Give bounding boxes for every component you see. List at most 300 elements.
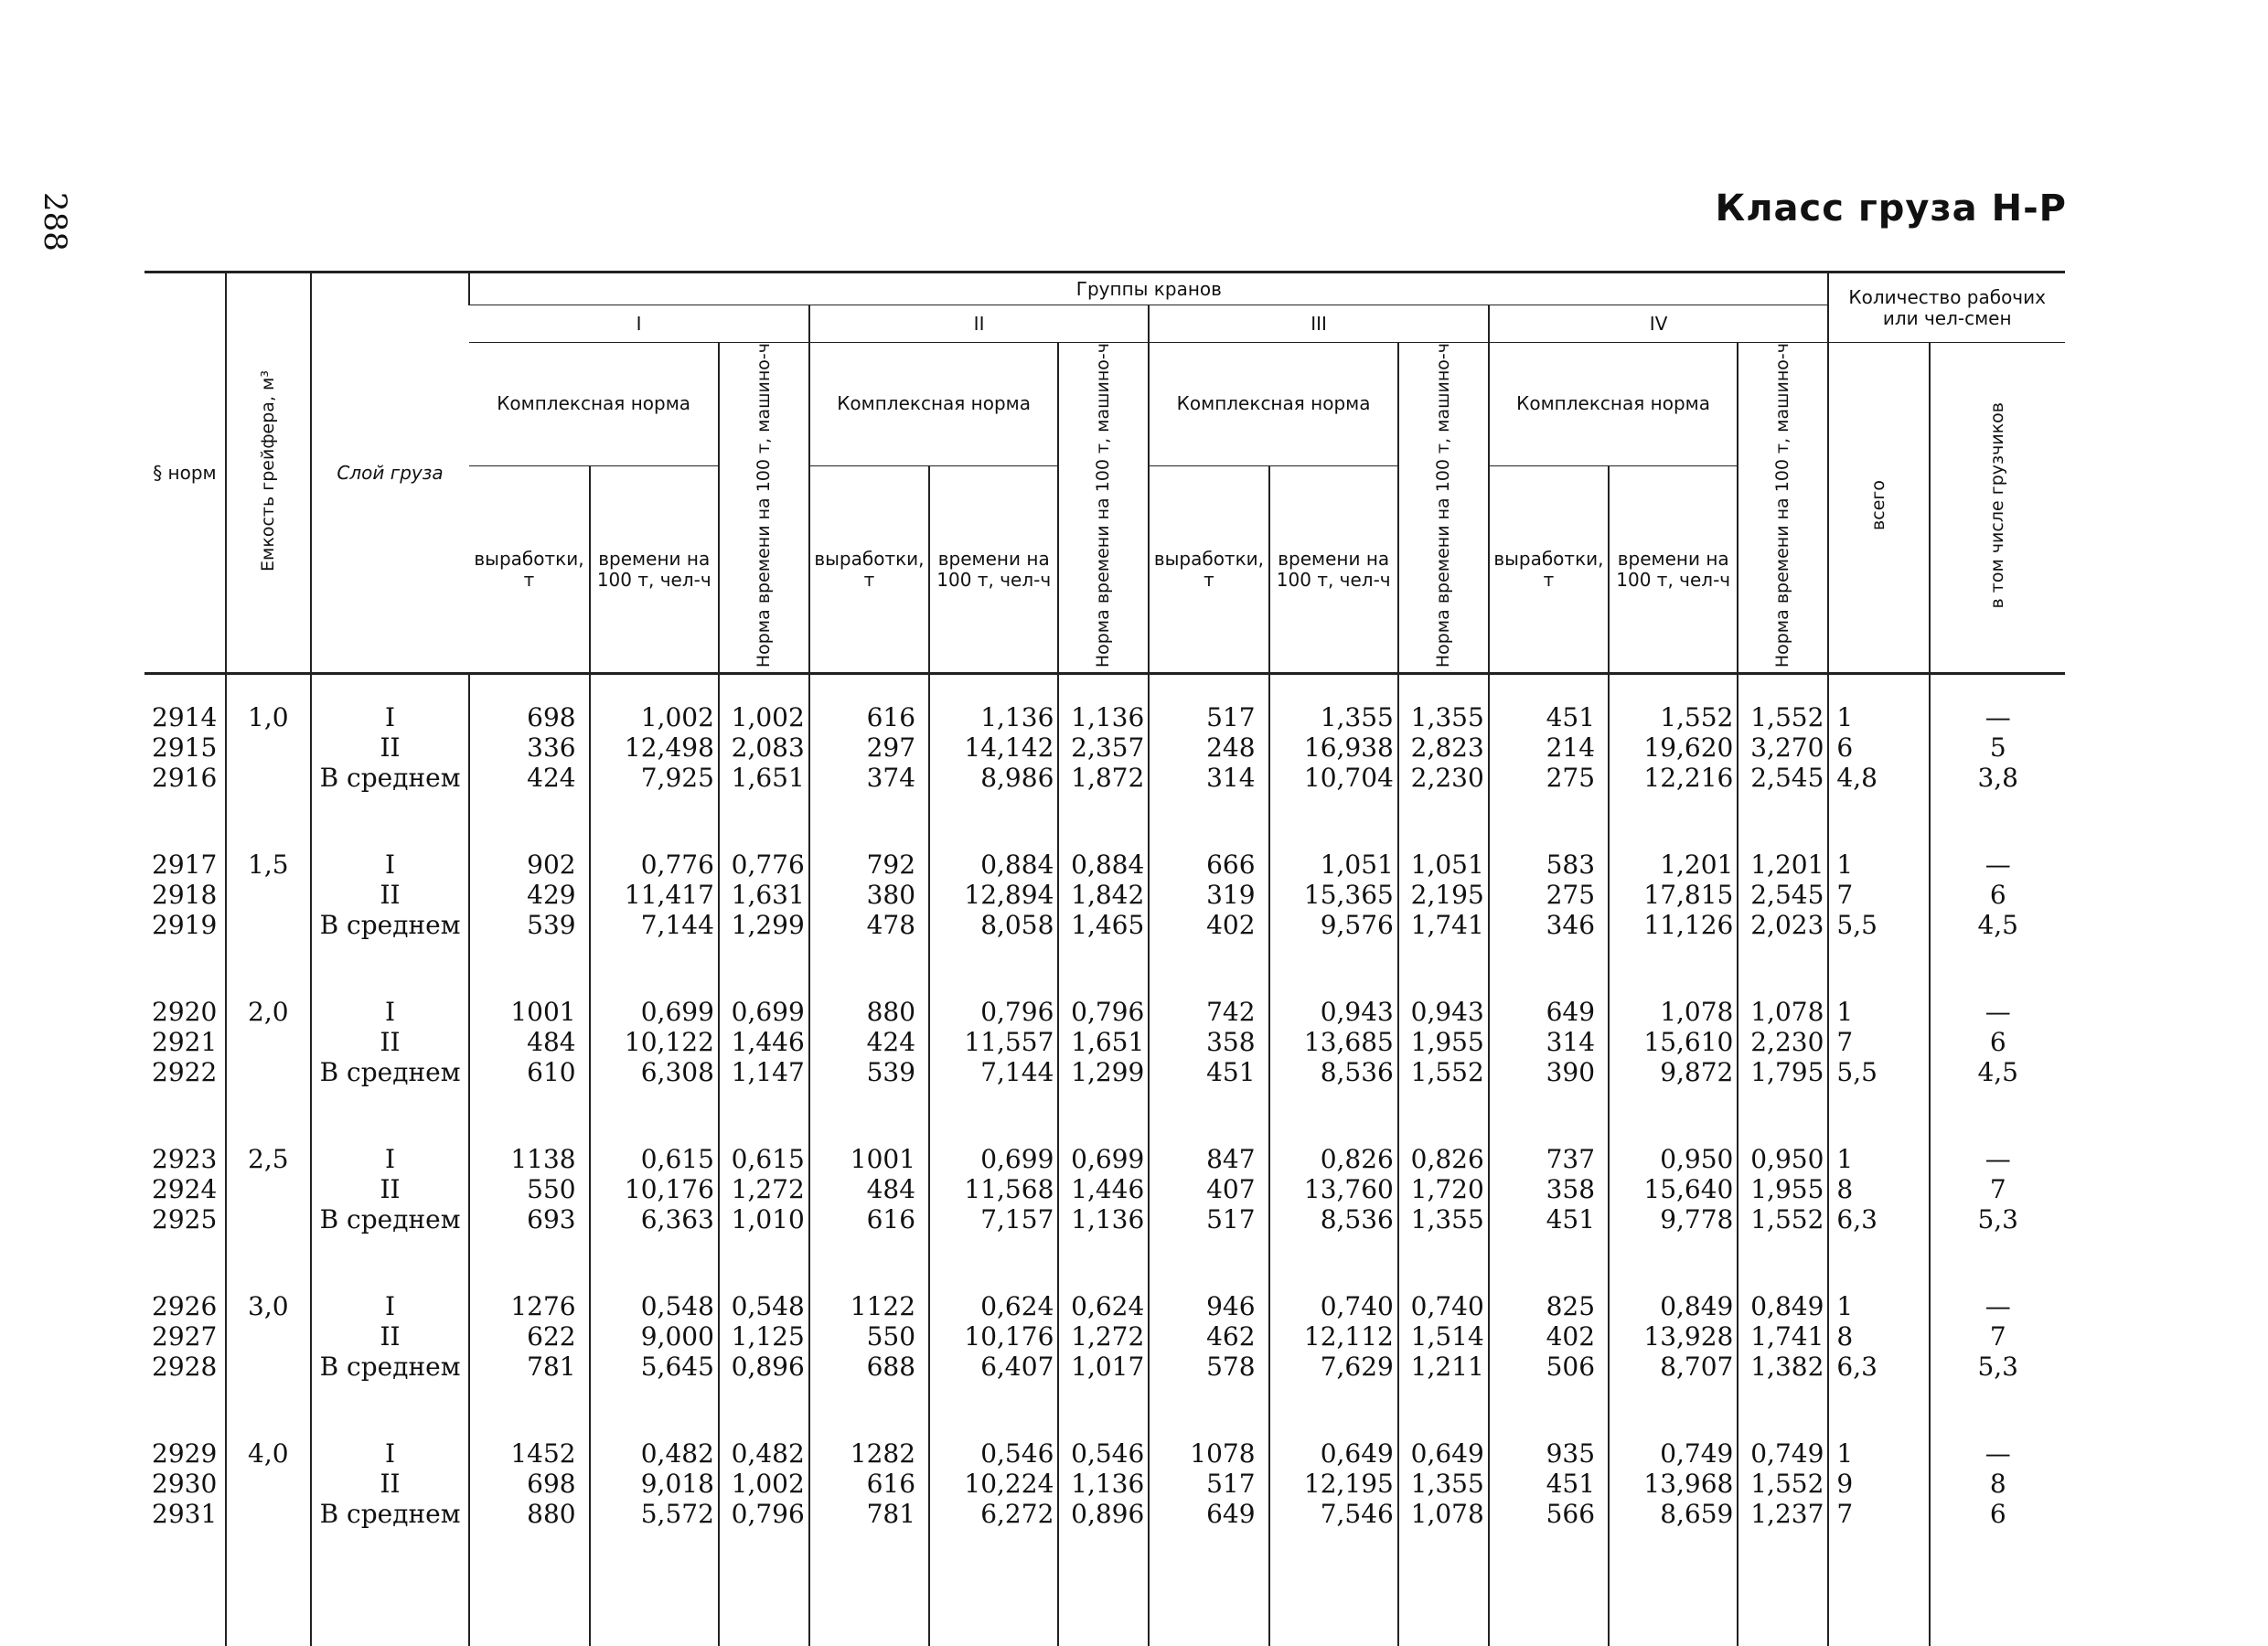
value: 1,955: [1410, 1027, 1484, 1058]
value: 1,446: [1071, 1174, 1145, 1205]
value: 358: [1206, 1027, 1256, 1058]
value: 1,552: [1410, 1057, 1484, 1088]
empty-cell: [1828, 1555, 1930, 1646]
grab-capacity: 2,0: [248, 997, 289, 1028]
value: 17,815: [1643, 880, 1734, 911]
value: 402: [1206, 910, 1256, 941]
value: 666: [1206, 850, 1256, 881]
value-cell: [809, 1407, 929, 1555]
value-cell: [590, 1407, 719, 1555]
value-cell: [469, 674, 589, 819]
header-complex-4: Комплексная норма: [1489, 343, 1738, 466]
workers-total: 5,5: [1836, 910, 1878, 941]
norm-number-cell: [144, 1260, 226, 1407]
value: 0,796: [980, 997, 1054, 1028]
value: 2,083: [731, 732, 805, 764]
empty-cell: [929, 1555, 1058, 1646]
value: 0,699: [980, 1144, 1054, 1175]
value: 314: [1546, 1027, 1596, 1058]
value: 1,514: [1410, 1321, 1484, 1352]
norm-number: 2920: [152, 997, 218, 1028]
value: 688: [866, 1352, 916, 1383]
value-cell: [590, 674, 719, 819]
value-cell: [1609, 818, 1738, 966]
header-group-3: III: [1149, 305, 1488, 343]
value: 424: [866, 1027, 916, 1058]
cargo-layer: В среднем: [319, 910, 461, 941]
workers-total: 7: [1836, 880, 1854, 911]
value: 314: [1206, 763, 1256, 794]
value: 2,545: [1750, 763, 1824, 794]
value-cell: [809, 674, 929, 819]
value-cell: [809, 1260, 929, 1407]
header-group-4: IV: [1489, 305, 1829, 343]
value-cell: [1149, 966, 1268, 1113]
value: 0,776: [731, 850, 805, 881]
value: 1,355: [1410, 702, 1484, 733]
value: 358: [1546, 1174, 1596, 1205]
empty-cell: [1930, 1555, 2065, 1646]
cargo-layer: II: [380, 880, 401, 911]
header-machine-2: Норма времени на 100 т, машино-ч: [1058, 343, 1149, 674]
value: 550: [527, 1174, 576, 1205]
value: 1,552: [1750, 702, 1824, 733]
value: 0,943: [1410, 997, 1484, 1028]
empty-cell: [719, 1555, 809, 1646]
norm-number-cell: [144, 1113, 226, 1260]
norm-number: 2923: [152, 1144, 218, 1175]
cargo-layer-cell: [311, 674, 470, 819]
workers-loaders-cell: [1930, 1260, 2065, 1407]
value: 390: [1546, 1057, 1596, 1088]
value: 0,776: [640, 850, 714, 881]
value: 0,699: [1071, 1144, 1145, 1175]
grab-capacity: 1,5: [248, 850, 289, 881]
table-body: [144, 674, 2065, 1646]
value: 16,938: [1303, 732, 1394, 764]
value: 0,699: [731, 997, 805, 1028]
value: 1,002: [731, 1469, 805, 1500]
value-cell: [1738, 1113, 1828, 1260]
value: 0,796: [1071, 997, 1145, 1028]
value-cell: [1738, 818, 1828, 966]
header-crane-groups: Группы кранов: [469, 273, 1828, 305]
norm-number: 2921: [152, 1027, 218, 1058]
value: 539: [527, 910, 576, 941]
value-cell: [1609, 966, 1738, 1113]
value: 1,720: [1410, 1174, 1484, 1205]
value-cell: [929, 674, 1058, 819]
value: 1,842: [1071, 880, 1145, 911]
value: 6,308: [640, 1057, 714, 1088]
value: 0,546: [1071, 1438, 1145, 1470]
value: 275: [1546, 880, 1596, 911]
value-cell: [1149, 1113, 1268, 1260]
value: 880: [866, 997, 916, 1028]
value: 0,615: [640, 1144, 714, 1175]
value: 0,740: [1410, 1291, 1484, 1322]
value: 737: [1546, 1144, 1596, 1175]
cargo-layer: В среднем: [319, 1204, 461, 1235]
header-time-2: времени на 100 т, чел-ч: [929, 465, 1058, 673]
norm-number-cell: [144, 818, 226, 966]
value-cell: [1398, 674, 1489, 819]
value: 11,417: [624, 880, 714, 911]
workers-total: 1: [1836, 1291, 1854, 1322]
norm-number-cell: [144, 1407, 226, 1555]
value: 10,122: [624, 1027, 714, 1058]
cargo-layer: II: [380, 1321, 401, 1352]
value: 3,270: [1750, 732, 1824, 764]
value: 1,136: [1071, 1204, 1145, 1235]
value-cell: [1738, 966, 1828, 1113]
value-cell: [1609, 674, 1738, 819]
norm-number: 2924: [152, 1174, 218, 1205]
norm-number: 2926: [152, 1291, 218, 1322]
value: 1,872: [1071, 763, 1145, 794]
value-cell: [469, 1407, 589, 1555]
value: 2,230: [1410, 763, 1484, 794]
value: 847: [1206, 1144, 1256, 1175]
cargo-layer: II: [380, 1027, 401, 1058]
cargo-layer: В среднем: [319, 763, 461, 794]
workers-total: 1: [1836, 997, 1854, 1028]
value-cell: [469, 1113, 589, 1260]
header-workers-loaders: в том числе грузчиков: [1930, 343, 2065, 674]
workers-total: 8: [1836, 1174, 1854, 1205]
value-cell: [1609, 1113, 1738, 1260]
value-cell: [1398, 1260, 1489, 1407]
value: 9,576: [1320, 910, 1394, 941]
value: 825: [1546, 1291, 1596, 1322]
cargo-layer-cell: [311, 1113, 470, 1260]
workers-loaders: —: [1984, 997, 2011, 1028]
value-cell: [1149, 1407, 1268, 1555]
table-row: [144, 1260, 2065, 1407]
value: 649: [1546, 997, 1596, 1028]
value: 1,147: [731, 1057, 805, 1088]
value: 1,631: [731, 880, 805, 911]
value: 1,355: [1410, 1204, 1484, 1235]
value: 7,144: [640, 910, 714, 941]
empty-cell: [809, 1555, 929, 1646]
value: 297: [866, 732, 916, 764]
cargo-layer: В среднем: [319, 1352, 461, 1383]
grab-capacity-cell: [226, 674, 311, 819]
value: 1282: [850, 1438, 916, 1470]
value: 1,741: [1410, 910, 1484, 941]
workers-loaders: —: [1984, 1291, 2011, 1322]
value: 0,884: [1071, 850, 1145, 881]
value-cell: [719, 818, 809, 966]
workers-total-cell: [1828, 674, 1930, 819]
value: 0,615: [731, 1144, 805, 1175]
value-cell: [719, 966, 809, 1113]
value: 781: [866, 1499, 916, 1530]
value: 566: [1546, 1499, 1596, 1530]
value: 13,968: [1643, 1469, 1734, 1500]
value: 1,741: [1750, 1321, 1824, 1352]
value: 0,649: [1320, 1438, 1394, 1470]
value-cell: [1489, 818, 1609, 966]
value: 539: [866, 1057, 916, 1088]
header-time-1: времени на 100 т, чел-ч: [590, 465, 719, 673]
value: 214: [1546, 732, 1596, 764]
value: 880: [527, 1499, 576, 1530]
value: 0,950: [1750, 1144, 1824, 1175]
workers-loaders: 6: [1989, 1499, 2006, 1530]
header-workers-total: всего: [1828, 343, 1930, 674]
grab-capacity: 2,5: [248, 1144, 289, 1175]
value: 1452: [510, 1438, 576, 1470]
value-cell: [469, 818, 589, 966]
value: 13,685: [1303, 1027, 1394, 1058]
workers-loaders-cell: [1930, 818, 2065, 966]
value-cell: [1398, 818, 1489, 966]
value: 8,536: [1320, 1204, 1394, 1235]
cargo-layer: I: [384, 702, 396, 733]
value: 698: [527, 1469, 576, 1500]
value: 7,629: [1320, 1352, 1394, 1383]
table-row: [144, 818, 2065, 966]
value: 1,272: [731, 1174, 805, 1205]
workers-total: 8: [1836, 1321, 1854, 1352]
value: 0,740: [1320, 1291, 1394, 1322]
value: 248: [1206, 732, 1256, 764]
value-cell: [719, 1113, 809, 1260]
value: 693: [527, 1204, 576, 1235]
value: 0,896: [731, 1352, 805, 1383]
value-cell: [590, 818, 719, 966]
value-cell: [469, 1260, 589, 1407]
value: 0,849: [1750, 1291, 1824, 1322]
cargo-layer-cell: [311, 1407, 470, 1555]
workers-total-cell: [1828, 1407, 1930, 1555]
value: 2,823: [1410, 732, 1484, 764]
value: 11,557: [964, 1027, 1054, 1058]
value: 429: [527, 880, 576, 911]
workers-loaders: —: [1984, 1438, 2011, 1470]
norm-number-cell: [144, 966, 226, 1113]
value: 484: [527, 1027, 576, 1058]
workers-total: 6,3: [1836, 1204, 1878, 1235]
empty-cell: [226, 1555, 311, 1646]
norm-number: 2919: [152, 910, 218, 941]
value: 462: [1206, 1321, 1256, 1352]
value: 792: [866, 850, 916, 881]
norm-number: 2922: [152, 1057, 218, 1088]
value: 578: [1206, 1352, 1256, 1383]
value: 0,849: [1660, 1291, 1734, 1322]
value-cell: [1398, 966, 1489, 1113]
empty-cell: [1489, 1555, 1609, 1646]
value-cell: [1489, 966, 1609, 1113]
workers-loaders: 4,5: [1977, 1057, 2018, 1088]
value: 0,482: [731, 1438, 805, 1470]
grab-capacity-cell: [226, 966, 311, 1113]
value-cell: [809, 1113, 929, 1260]
value: 6,363: [640, 1204, 714, 1235]
workers-loaders-cell: [1930, 1113, 2065, 1260]
header-output-3: выработки, т: [1149, 465, 1268, 673]
cargo-layer: В среднем: [319, 1499, 461, 1530]
empty-cell: [590, 1555, 719, 1646]
value: 9,000: [640, 1321, 714, 1352]
value: 407: [1206, 1174, 1256, 1205]
value: 583: [1546, 850, 1596, 881]
value: 0,950: [1660, 1144, 1734, 1175]
value-cell: [1058, 674, 1149, 819]
value: 616: [866, 702, 916, 733]
value: 946: [1206, 1291, 1256, 1322]
value: 0,624: [980, 1291, 1054, 1322]
value-cell: [809, 818, 929, 966]
value: 902: [527, 850, 576, 881]
value: 2,357: [1071, 732, 1145, 764]
empty-cell: [469, 1555, 589, 1646]
value-cell: [1269, 1113, 1398, 1260]
value: 1,002: [731, 702, 805, 733]
table-row: [144, 1407, 2065, 1555]
grab-capacity-cell: [226, 1113, 311, 1260]
norm-number-cell: [144, 674, 226, 819]
value: 5,645: [640, 1352, 714, 1383]
workers-total-cell: [1828, 818, 1930, 966]
value: 5,572: [640, 1499, 714, 1530]
value: 1,136: [1071, 1469, 1145, 1500]
workers-total-cell: [1828, 966, 1930, 1113]
norm-number: 2918: [152, 880, 218, 911]
value-cell: [1058, 818, 1149, 966]
value-cell: [1058, 1407, 1149, 1555]
value: 10,704: [1303, 763, 1394, 794]
value: 1001: [510, 997, 576, 1028]
value: 935: [1546, 1438, 1596, 1470]
value: 8,986: [980, 763, 1054, 794]
value: 424: [527, 763, 576, 794]
value: 484: [866, 1174, 916, 1205]
value: 15,610: [1643, 1027, 1734, 1058]
value-cell: [1269, 1407, 1398, 1555]
grab-capacity-cell: [226, 1260, 311, 1407]
value: 0,943: [1320, 997, 1394, 1028]
value: 1,211: [1410, 1352, 1484, 1383]
value: 622: [527, 1321, 576, 1352]
value: 698: [527, 702, 576, 733]
workers-total-cell: [1828, 1113, 1930, 1260]
value: 1,355: [1410, 1469, 1484, 1500]
value-cell: [1489, 674, 1609, 819]
value-cell: [1269, 818, 1398, 966]
value: 2,545: [1750, 880, 1824, 911]
header-output-1: выработки, т: [469, 465, 589, 673]
value-cell: [1269, 674, 1398, 819]
value: 1,299: [731, 910, 805, 941]
value: 616: [866, 1469, 916, 1500]
value: 1,955: [1750, 1174, 1824, 1205]
value-cell: [469, 966, 589, 1113]
workers-total-cell: [1828, 1260, 1930, 1407]
value: 1138: [510, 1144, 576, 1175]
value: 1,651: [1071, 1027, 1145, 1058]
cargo-layer: I: [384, 1438, 396, 1470]
value-cell: [1609, 1260, 1738, 1407]
value: 0,548: [640, 1291, 714, 1322]
norm-number: 2931: [152, 1499, 218, 1530]
empty-cell: [311, 1555, 470, 1646]
value: 402: [1546, 1321, 1596, 1352]
workers-total: 5,5: [1836, 1057, 1878, 1088]
value: 0,482: [640, 1438, 714, 1470]
workers-loaders: 7: [1989, 1174, 2006, 1205]
value-cell: [1149, 674, 1268, 819]
norm-number: 2928: [152, 1352, 218, 1383]
workers-loaders: 5,3: [1977, 1352, 2018, 1383]
workers-total: 6: [1836, 732, 1854, 764]
value: 0,749: [1660, 1438, 1734, 1470]
header-machine-4: Норма времени на 100 т, машино-ч: [1738, 343, 1828, 674]
workers-loaders-cell: [1930, 966, 2065, 1113]
workers-total: 1: [1836, 702, 1854, 733]
workers-loaders: 5: [1989, 732, 2006, 764]
value-cell: [929, 1113, 1058, 1260]
header-group-1: I: [469, 305, 808, 343]
workers-total: 1: [1836, 1438, 1854, 1470]
value-cell: [1489, 1113, 1609, 1260]
value: 13,928: [1643, 1321, 1734, 1352]
value: 1,002: [640, 702, 714, 733]
empty-cell: [1398, 1555, 1489, 1646]
norm-number: 2929: [152, 1438, 218, 1470]
workers-loaders: 8: [1989, 1469, 2006, 1500]
value: 6,407: [980, 1352, 1054, 1383]
value: 0,649: [1410, 1438, 1484, 1470]
value-cell: [719, 674, 809, 819]
value: 12,195: [1303, 1469, 1394, 1500]
value: 1001: [850, 1144, 916, 1175]
cargo-layer: II: [380, 1174, 401, 1205]
empty-cell: [1149, 1555, 1268, 1646]
value-cell: [929, 818, 1058, 966]
value: 2,023: [1750, 910, 1824, 941]
value: 1,299: [1071, 1057, 1145, 1088]
value: 517: [1206, 1204, 1256, 1235]
value: 451: [1546, 1469, 1596, 1500]
value: 451: [1546, 1204, 1596, 1235]
value-cell: [809, 966, 929, 1113]
workers-total: 7: [1836, 1499, 1854, 1530]
value-cell: [929, 966, 1058, 1113]
value: 9,872: [1660, 1057, 1734, 1088]
cargo-layer: I: [384, 1291, 396, 1322]
value-cell: [1149, 1260, 1268, 1407]
value-cell: [1269, 966, 1398, 1113]
value: 1,446: [731, 1027, 805, 1058]
value: 2,230: [1750, 1027, 1824, 1058]
cargo-layer-cell: [311, 818, 470, 966]
header-complex-2: Комплексная норма: [809, 343, 1059, 466]
norm-number: 2917: [152, 850, 218, 881]
value: 1,552: [1750, 1204, 1824, 1235]
header-cargo-layer: Слой груза: [311, 273, 470, 674]
empty-cell: [1269, 1555, 1398, 1646]
value: 610: [527, 1057, 576, 1088]
value-cell: [1058, 1113, 1149, 1260]
header-machine-3: Норма времени на 100 т, машино-ч: [1398, 343, 1489, 674]
header-norm: § норм: [144, 273, 226, 674]
value-cell: [1149, 818, 1268, 966]
grab-capacity-cell: [226, 818, 311, 966]
